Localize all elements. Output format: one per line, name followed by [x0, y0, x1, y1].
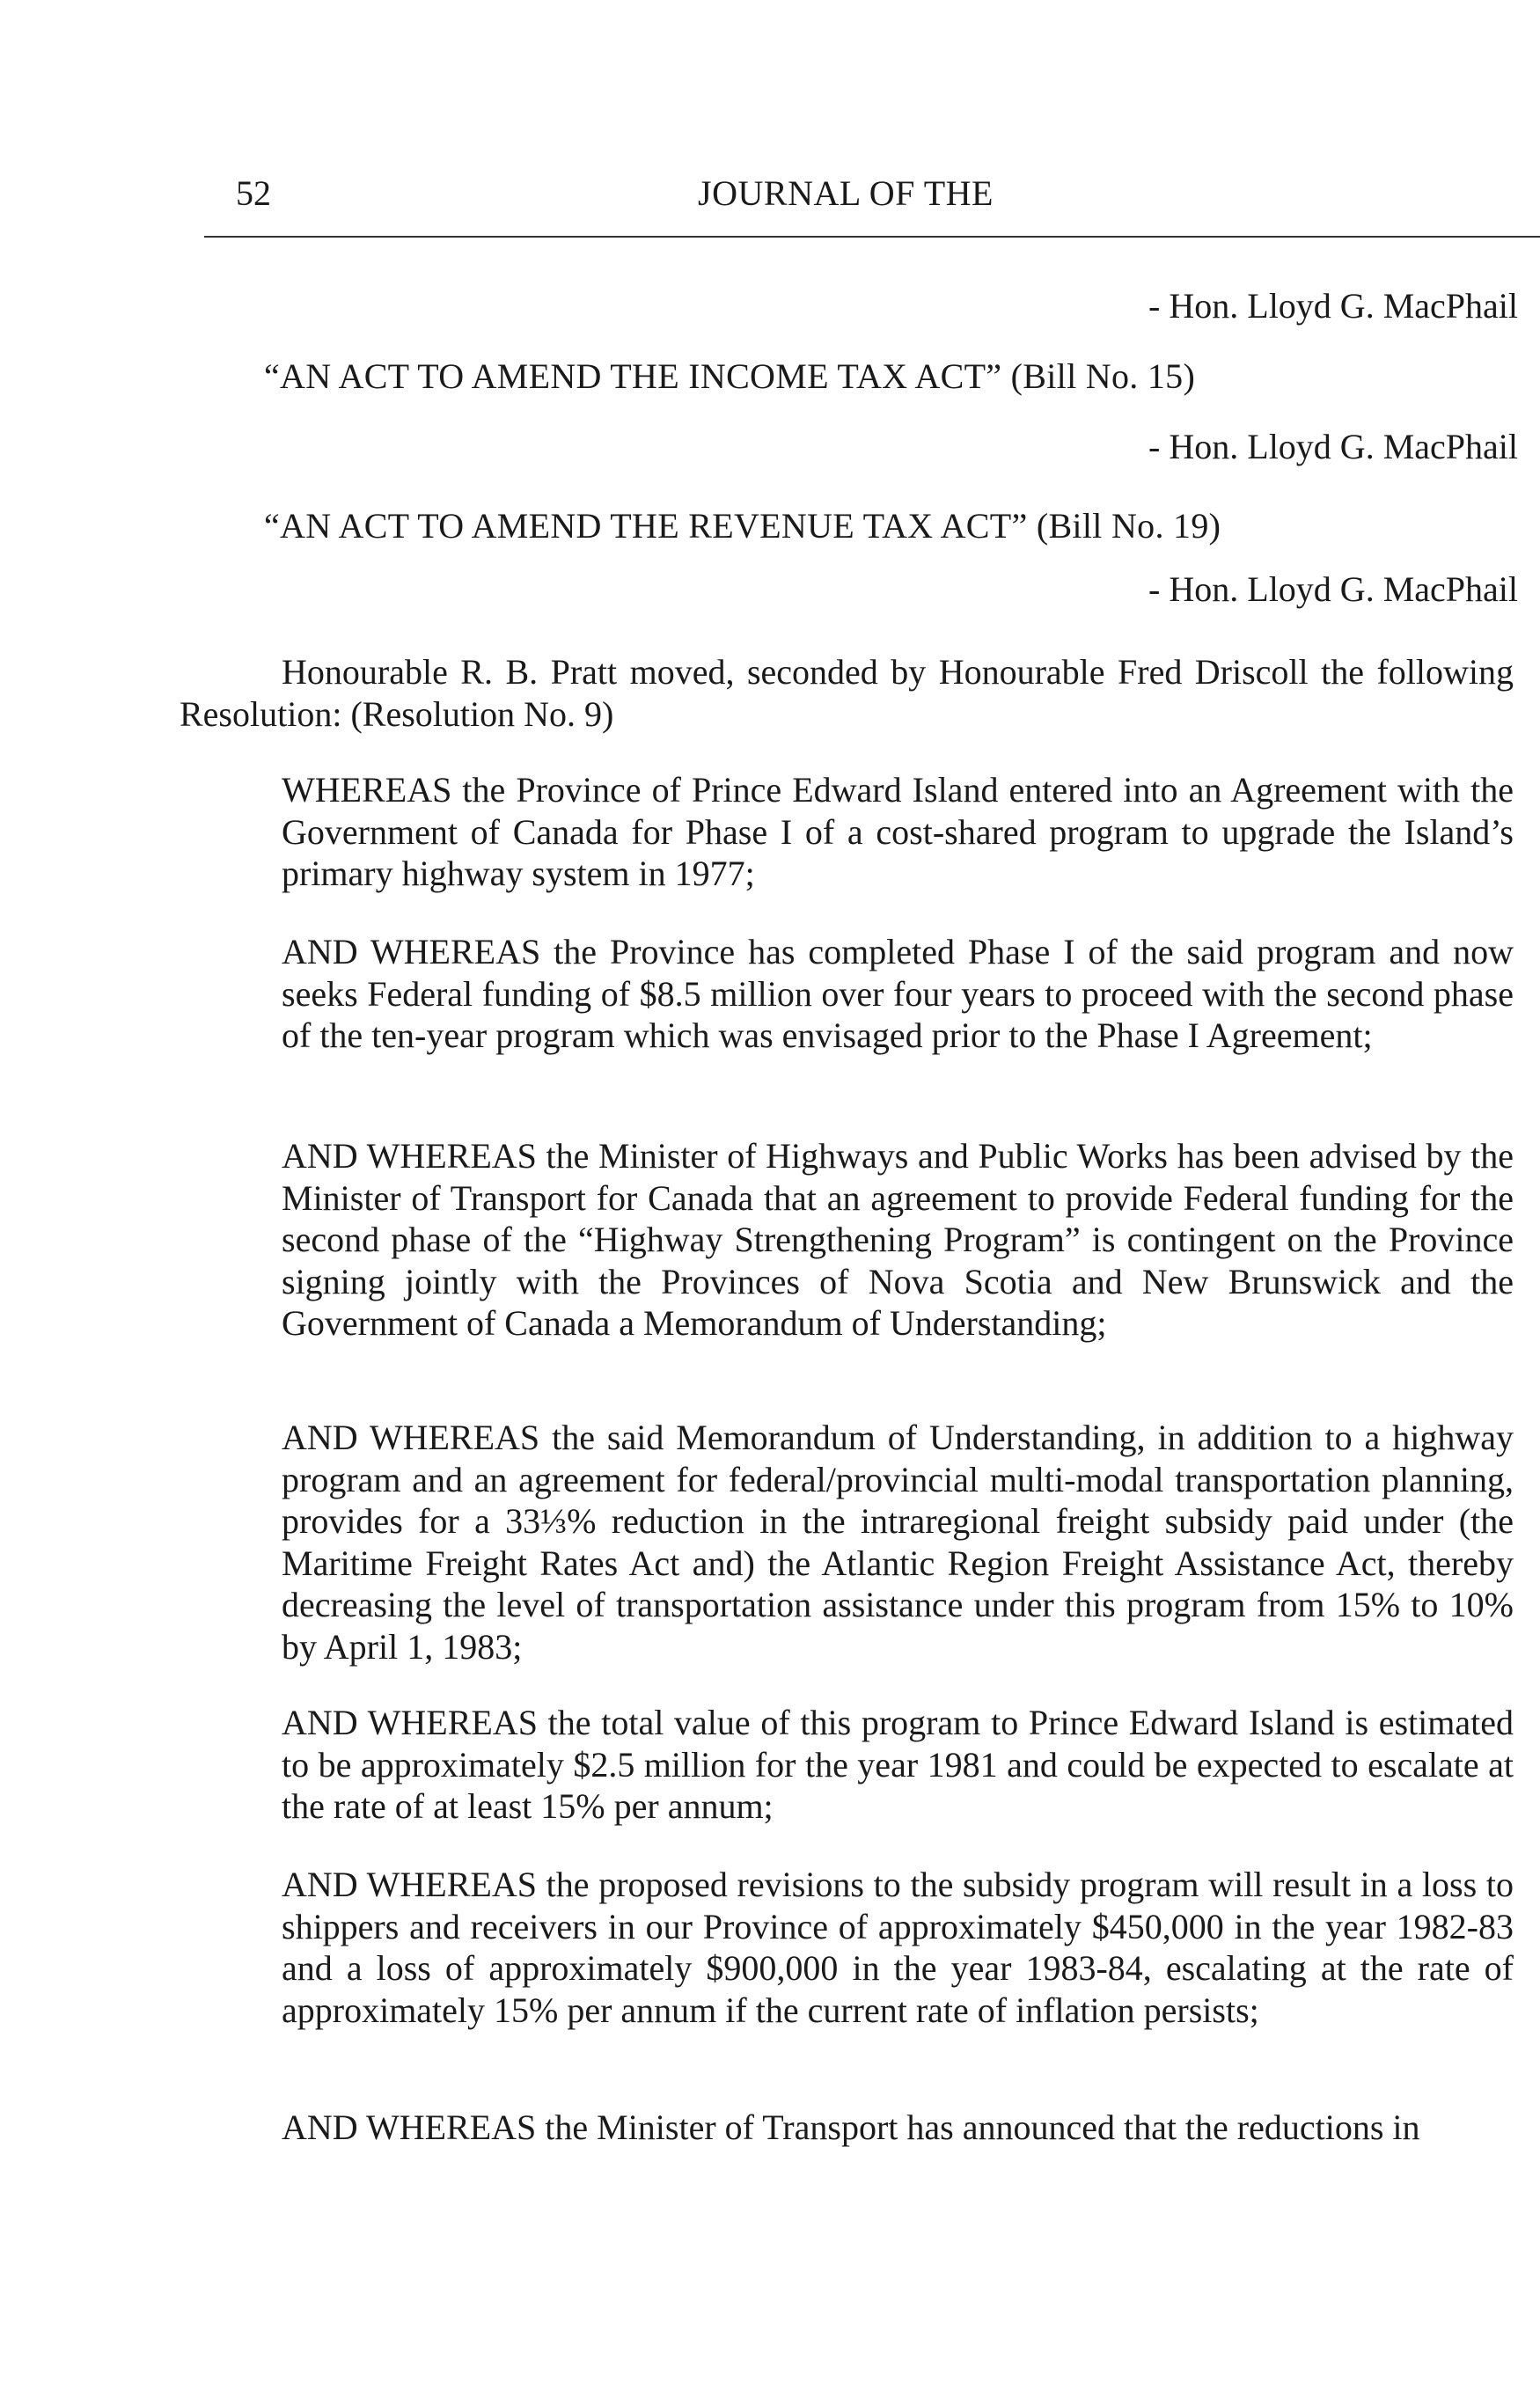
resolution-clause: AND WHEREAS the total value of this program to Prince Edward Island is estimated to be approximately $2.5 million for the year 1981 and could be expected to escalate at the rate of at least 15% per annum;: [282, 1703, 1514, 1826]
page-number: 52: [236, 173, 271, 213]
bill-title: “AN ACT TO AMEND THE REVENUE TAX ACT” (Bill No. 19): [264, 506, 1221, 546]
resolution-clause: AND WHEREAS the Minister of Highways and Public Works has been advised by the Minister of Transport for Canada that an agreement to provide Federal funding for the second phase of the “Highway Strengthening Program” is contingent on the Province signing jointly with the Provinces of Nova Scotia and New Brunswick and the Government of Canada a Memorandum of Understanding;: [282, 1136, 1514, 1343]
running-head: JOURNAL OF THE: [698, 173, 994, 213]
bill-sponsor: - Hon. Lloyd G. MacPhail: [1148, 286, 1518, 326]
resolution-clause: AND WHEREAS the Minister of Transport has announced that the reductions in: [282, 2107, 1420, 2147]
resolution-clause: AND WHEREAS the said Memorandum of Understanding, in addition to a highway program and an agreement for federal/provincial multi-modal transportation planning, provides for a 33⅓% reduction in the intraregional freight subsidy paid under (the Maritime Freight Rates Act and) the Atlantic Region Freight Assistance Act, thereby decreasing the level of transportation assistance under this program from 15% to 10% by April 1, 1983;: [282, 1418, 1514, 1667]
motion-paragraph: Honourable R. B. Pratt moved, seconded by Honourable Fred Driscoll the following Resolution: (Resolution No. 9): [180, 652, 1514, 734]
bill-title: “AN ACT TO AMEND THE INCOME TAX ACT” (Bill No. 15): [264, 356, 1196, 396]
header-rule: [204, 236, 1540, 238]
bill-sponsor: - Hon. Lloyd G. MacPhail: [1148, 427, 1518, 466]
bill-sponsor: - Hon. Lloyd G. MacPhail: [1148, 569, 1518, 609]
resolution-clause: AND WHEREAS the proposed revisions to the subsidy program will result in a loss to shippers and receivers in our Province of approximately $450,000 in the year 1982-83 and a loss of approximately $900,000 in the year 1983-84, escalating at the rate of approximately 15% per annum if the current rate of inflation persists;: [282, 1865, 1514, 2030]
resolution-clause: WHEREAS the Province of Prince Edward Island entered into an Agreement with the Government of Canada for Phase I of a cost-shared program to upgrade the Island’s primary highway system in 1977;: [282, 770, 1514, 893]
resolution-clause: AND WHEREAS the Province has completed Phase I of the said program and now seeks Federal funding of $8.5 million over four years to proceed with the second phase of the ten-year program which was envisaged prior to the Phase I Agreement;: [282, 932, 1514, 1055]
